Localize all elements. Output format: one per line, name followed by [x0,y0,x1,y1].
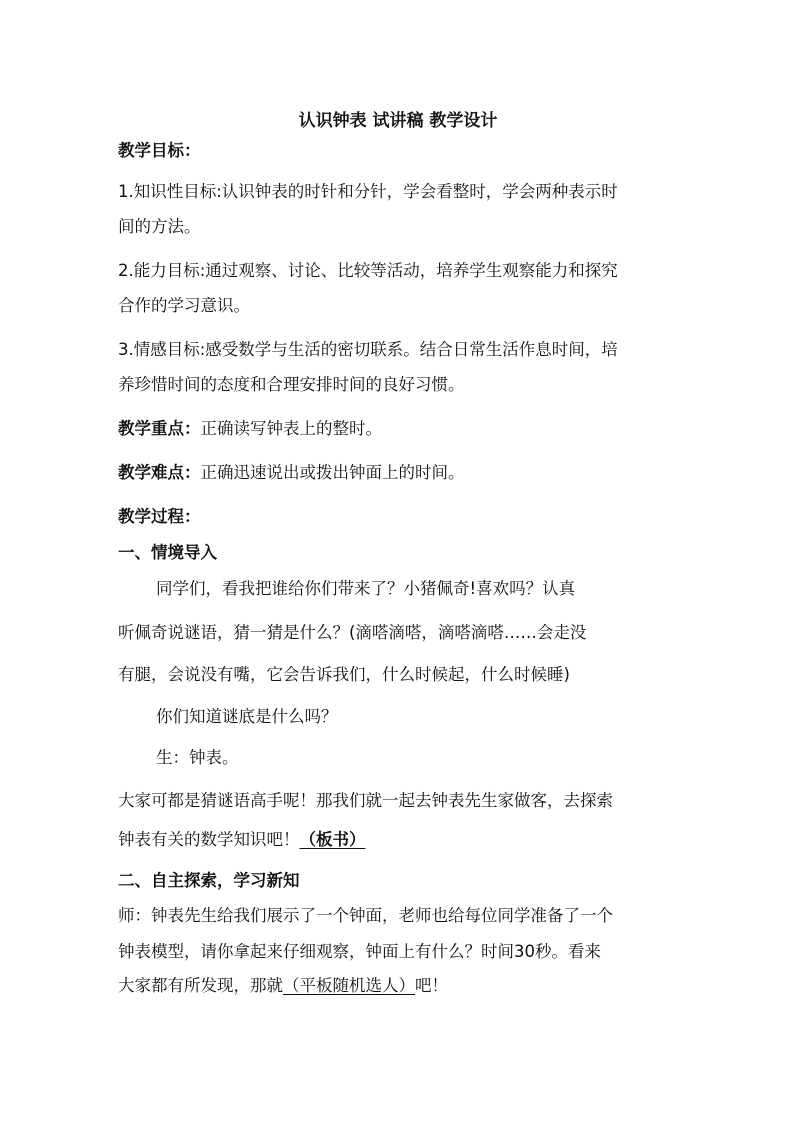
difficulty-text: 正确迅速说出或拨出钟面上的时间。 [200,463,465,482]
difficulty-label: 教学难点： [118,463,201,482]
section-2-p1-line-1: 师：钟表先生给我们展示了一个钟面，老师也给每位同学准备了一个 [118,906,613,925]
objective-2-line-2: 合作的学习意识。 [118,296,250,315]
section-2-p1-text: 大家都有所发现，那就 [118,976,283,995]
section-1-p1-line-1: 同学们，看我把谁给你们带来了？小猪佩奇!喜欢吗？认真 [156,579,576,598]
tablet-random-pick-note: （平板随机选人） [283,976,415,995]
section-1-p4-line-1: 大家可都是猜谜语高手呢！那我们就一起去钟表先生家做客，去探索 [118,791,613,810]
objective-1-line-1: 1.知识性目标:认识钟表的时针和分针，学会看整时，学会两种表示时 [118,182,618,201]
section-1-p4-line-2 [118,829,366,851]
section-1-p3: 生：钟表。 [156,748,239,767]
section-2-p1-line-3 [118,975,448,997]
key-point-label: 教学重点： [118,419,201,438]
section-1-p1-line-2: 听佩奇说谜语，猜一猜是什么？(滴嗒滴嗒，滴嗒滴嗒……会走没 [118,623,587,642]
document-title: 认识钟表 试讲稿 教学设计 [298,111,498,131]
section-1-p1-line-3: 有腿，会说没有嘴，它会告诉我们，什么时候起，什么时候睡) [118,665,570,684]
objective-3-line-1: 3.情感目标:感受数学与生活的密切联系。结合日常生活作息时间，培 [118,340,618,359]
section-1-heading: 一、情境导入 [118,543,217,562]
objective-1-line-2: 间的方法。 [118,217,201,236]
objective-2-line-1: 2.能力目标:通过观察、讨论、比较等活动，培养学生观察能力和探究 [118,261,618,280]
objective-3-line-2: 养珍惜时间的态度和合理安排时间的良好习惯。 [118,375,465,394]
objectives-heading: 教学目标： [118,141,201,160]
key-point [118,418,382,440]
section-2-p1-end: 吧！ [415,976,448,995]
section-2-heading: 二、自主探索，学习新知 [118,871,300,890]
board-note: （板书） [299,830,366,849]
section-2-p1-line-2: 钟表模型，请你拿起来仔细观察，钟面上有什么？时间30秒。看来 [118,942,601,961]
section-1-p2: 你们知道谜底是什么吗？ [156,707,338,726]
difficulty [118,462,465,484]
key-point-text: 正确读写钟表上的整时。 [200,419,382,438]
section-1-p4-text: 钟表有关的数学知识吧！ [118,830,300,849]
process-heading: 教学过程： [118,507,201,526]
